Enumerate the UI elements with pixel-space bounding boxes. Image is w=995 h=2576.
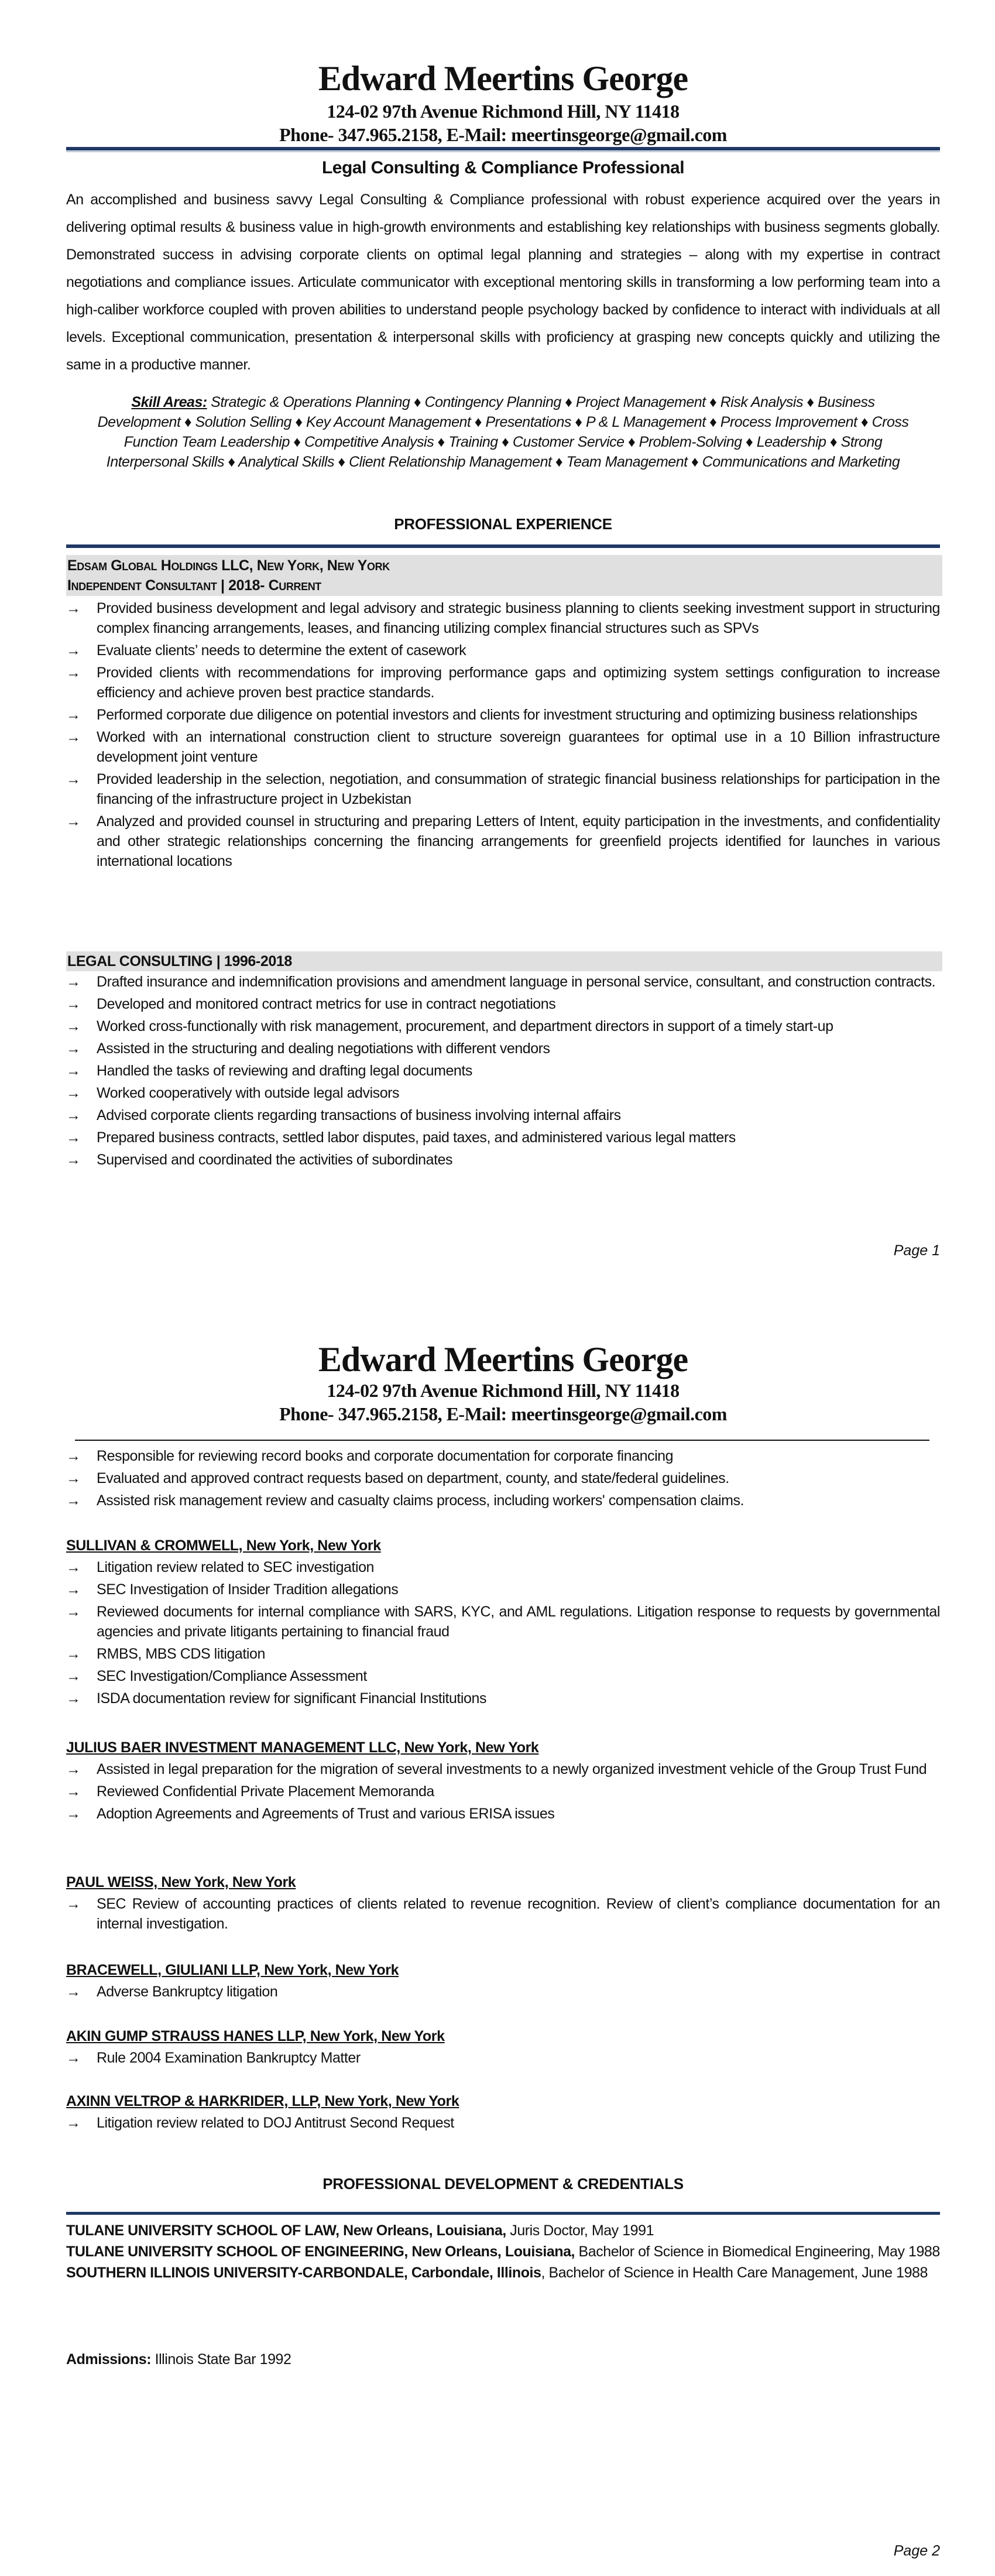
legal-consulting-header: LEGAL CONSULTING | 1996-2018 xyxy=(66,951,942,971)
arrow-bullet-icon: → xyxy=(66,1690,81,1707)
education-entry xyxy=(66,2241,940,2262)
arrow-bullet-icon: → xyxy=(66,2115,81,2131)
bullet-text: Evaluate clients’ needs to determine the extent of casework xyxy=(97,642,466,659)
arrow-bullet-icon: → xyxy=(66,1668,81,1684)
arrow-bullet-icon: → xyxy=(66,664,81,681)
bullet-item xyxy=(66,1083,940,1103)
arrow-bullet-icon: → xyxy=(66,1604,81,1620)
arrow-bullet-icon: → xyxy=(66,1063,81,1079)
bullet-text: Reviewed Confidential Private Placement Memoranda xyxy=(97,1783,434,1800)
address-p2: 124-02 97th Avenue Richmond Hill, NY 11418 xyxy=(327,1380,680,1401)
arrow-bullet-icon: → xyxy=(66,996,81,1012)
edsam-role: Independent Consultant | 2018- Current xyxy=(67,577,321,594)
bullet-text: Analyzed and provided counsel in structuring and preparing Letters of Intent, equity participation in the investments, and confidentiality and other strategic relationships concerning the financing arrangements for greenfield projects identified for launches in various international locations xyxy=(97,813,940,869)
arrow-bullet-icon: → xyxy=(66,1129,81,1146)
bullet-text: Assisted in the structuring and dealing negotiations with different vendors xyxy=(97,1040,550,1057)
bullet-item xyxy=(66,1894,940,1934)
bullet-text: Reviewed documents for internal compliance with SARS, KYC, and AML regulations. Litigation response to requests by governmental agencies and private litigants pertaining to financial fraud xyxy=(97,1604,940,1640)
edsam-header xyxy=(66,555,942,596)
bullet-item xyxy=(66,1468,940,1488)
bullet-text: Worked cooperatively with outside legal advisors xyxy=(97,1085,400,1101)
arrow-bullet-icon: → xyxy=(66,1761,81,1777)
bullet-text: SEC Review of accounting practices of clients related to revenue recognition. Review of client’s compliance documentation for an internal investigation. xyxy=(97,1896,940,1932)
arrow-bullet-icon: → xyxy=(66,707,81,723)
arrow-bullet-icon: → xyxy=(66,1040,81,1057)
arrow-bullet-icon: → xyxy=(66,1581,81,1598)
arrow-bullet-icon: → xyxy=(66,1984,81,2000)
arrow-bullet-icon: → xyxy=(66,729,81,745)
bullet-item xyxy=(66,811,940,871)
bullet-text: Responsible for reviewing record books and corporate documentation for corporate financing xyxy=(97,1448,674,1464)
firm-heading: BRACEWELL, GIULIANI LLP, New York, New York xyxy=(66,1962,399,1978)
arrow-bullet-icon: → xyxy=(66,1107,81,1123)
bullet-item xyxy=(66,1061,940,1081)
bullet-text: Assisted risk management review and casualty claims process, including workers' compensation claims. xyxy=(97,1492,744,1509)
experience-heading: PROFESSIONAL EXPERIENCE xyxy=(394,515,612,533)
bullet-text: Provided clients with recommendations for improving performance gaps and optimizing system settings configuration to increase efficiency and achieve proven best practice standards. xyxy=(97,664,940,701)
firm-heading: AXINN VELTROP & HARKRIDER, LLP, New York, New York xyxy=(66,2093,459,2109)
skill-areas-label: Skill Areas: xyxy=(131,394,207,410)
bullet-item xyxy=(66,1557,940,1577)
bullet-text: Advised corporate clients regarding transactions of business involving internal affairs xyxy=(97,1107,621,1123)
education-entry xyxy=(66,2262,940,2283)
credentials-rule xyxy=(66,2212,940,2215)
bullet-text: Adverse Bankruptcy litigation xyxy=(97,1984,278,2000)
bullet-item xyxy=(66,1150,940,1170)
firm-heading: PAUL WEISS, New York, New York xyxy=(66,1874,296,1890)
arrow-bullet-icon: → xyxy=(66,1806,81,1822)
bullet-item xyxy=(66,1804,940,1824)
arrow-bullet-icon: → xyxy=(66,813,81,830)
bullet-item xyxy=(66,705,940,725)
header-underline-p2 xyxy=(75,1440,929,1441)
bullet-text: SEC Investigation of Insider Tradition allegations xyxy=(97,1581,399,1598)
bullet-text: Prepared business contracts, settled labor disputes, paid taxes, and administered various legal matters xyxy=(97,1129,736,1146)
firm-bullets xyxy=(66,1759,940,1826)
bullet-item xyxy=(66,1580,940,1599)
firm-bullets xyxy=(66,1557,940,1711)
bullet-item xyxy=(66,2048,940,2068)
arrow-bullet-icon: → xyxy=(66,1896,81,1912)
bullet-text: Handled the tasks of reviewing and drafting legal documents xyxy=(97,1063,472,1079)
firm-heading: SULLIVAN & CROMWELL, New York, New York xyxy=(66,1537,381,1554)
bullet-item xyxy=(66,1688,940,1708)
firm-bullets xyxy=(66,1894,940,1936)
education-list xyxy=(66,2220,940,2283)
education-entry xyxy=(66,2220,940,2241)
arrow-bullet-icon: → xyxy=(66,1646,81,1662)
skill-areas-list: Strategic & Operations Planning ♦ Contingency Planning ♦ Project Management ♦ Risk Analysis ♦ Business Development ♦ Solution Selling ♦ Key Account Management ♦ Presentations ♦ P & L Management ♦ Process Improvement ♦ Cross Function Team Leadership ♦ Competitive Analysis ♦ Training ♦ Customer Service ♦ Problem-Solving ♦ Leadership ♦ Strong Interpersonal Skills ♦ Analytical Skills ♦ Client Relationship Management ♦ Team Management ♦ Communications and Marketing xyxy=(97,394,909,470)
professional-title: Legal Consulting & Compliance Professional xyxy=(321,158,685,177)
page-number-2: Page 2 xyxy=(893,2543,940,2559)
firm-heading: JULIUS BAER INVESTMENT MANAGEMENT LLC, New York, New York xyxy=(66,1739,539,1756)
bullet-text: Worked with an international construction client to structure sovereign guarantees for optimal use in a 10 Billion infrastructure development joint venture xyxy=(97,729,940,765)
bullet-item xyxy=(66,972,940,992)
arrow-bullet-icon: → xyxy=(66,642,81,659)
page-number-1: Page 1 xyxy=(893,1242,940,1259)
bullet-item xyxy=(66,1016,940,1036)
bullet-item xyxy=(66,2113,940,2133)
bullet-text: ISDA documentation review for significant Financial Institutions xyxy=(97,1690,486,1707)
bullet-item xyxy=(66,1759,940,1779)
edsam-bullets xyxy=(66,598,940,873)
firm-bullets xyxy=(66,2048,940,2070)
bullet-text: Assisted in legal preparation for the migration of several investments to a newly organized investment vehicle of the Group Trust Fund xyxy=(97,1761,927,1777)
summary: An accomplished and business savvy Legal Consulting & Compliance professional with robust experience acquired over the years in delivering optimal results & business value in high-growth environments and establishing key relationships with business segments globally. Demonstrated success in advising corporate clients on optimal legal planning and strategies – along with my expertise in contract negotiations and compliance issues. Articulate communicator with exceptional mentoring skills in transforming a low performing team into a high-caliber workforce coupled with proven abilities to understand people psychology backed by confidence to interact with individuals at all levels. Exceptional communication, presentation & interpersonal skills with proficiency at grasping new concepts quickly and utilizing the same in a productive manner. xyxy=(66,191,940,373)
experience-rule xyxy=(66,544,940,548)
firm-bullets xyxy=(66,2113,940,2135)
bullet-text: Developed and monitored contract metrics for use in contract negotiations xyxy=(97,996,556,1012)
bullet-item xyxy=(66,1982,940,2002)
legal-consulting-bullets-continued xyxy=(66,1446,940,1513)
bullet-text: Provided business development and legal advisory and strategic business planning to clients seeking investment support in structuring complex financing arrangements, leases, and financing utilizing complex financial structures such as SPVs xyxy=(97,600,940,636)
school: TULANE UNIVERSITY SCHOOL OF LAW, New Orleans, Louisiana, xyxy=(66,2222,506,2239)
arrow-bullet-icon: → xyxy=(66,1492,81,1509)
degree: Bachelor of Science in Biomedical Engineering, May 1988 xyxy=(575,2243,940,2260)
skill-areas xyxy=(66,392,940,472)
bullet-text: Worked cross-functionally with risk management, procurement, and department directors in support of a timely start-up xyxy=(97,1018,833,1034)
school: SOUTHERN ILLINOIS UNIVERSITY-CARBONDALE, Carbondale, Illinois xyxy=(66,2265,541,2281)
address: 124-02 97th Avenue Richmond Hill, NY 11418 xyxy=(327,101,680,122)
bullet-item xyxy=(66,769,940,809)
arrow-bullet-icon: → xyxy=(66,600,81,616)
admissions xyxy=(66,2349,940,2370)
header-rule xyxy=(66,147,940,150)
arrow-bullet-icon: → xyxy=(66,771,81,787)
school: TULANE UNIVERSITY SCHOOL OF ENGINEERING, New Orleans, Louisiana, xyxy=(66,2243,575,2260)
credentials-heading: PROFESSIONAL DEVELOPMENT & CREDENTIALS xyxy=(322,2175,684,2193)
degree: Juris Doctor, May 1991 xyxy=(506,2222,654,2239)
candidate-name-p2: Edward Meertins George xyxy=(318,1340,688,1379)
bullet-item xyxy=(66,1666,940,1686)
degree: , Bachelor of Science in Health Care Management, June 1988 xyxy=(541,2265,928,2281)
bullet-item xyxy=(66,1602,940,1642)
header-rule-light xyxy=(66,151,940,152)
arrow-bullet-icon: → xyxy=(66,1085,81,1101)
bullet-text: Rule 2004 Examination Bankruptcy Matter xyxy=(97,2050,361,2066)
legal-consulting-bullets xyxy=(66,972,940,1172)
bullet-item xyxy=(66,727,940,767)
contact-info-p2: Phone- 347.965.2158, E-Mail: meertinsgeorge@gmail.com xyxy=(279,1403,727,1424)
bullet-item xyxy=(66,598,940,638)
bullet-text: Litigation review related to SEC investigation xyxy=(97,1559,375,1575)
bullet-text: Drafted insurance and indemnification provisions and amendment language in personal service, consultant, and construction contracts. xyxy=(97,974,936,990)
candidate-name: Edward Meertins George xyxy=(318,59,688,98)
bullet-item xyxy=(66,1782,940,1801)
bullet-text: SEC Investigation/Compliance Assessment xyxy=(97,1668,367,1684)
bullet-item xyxy=(66,1644,940,1664)
arrow-bullet-icon: → xyxy=(66,1783,81,1800)
arrow-bullet-icon: → xyxy=(66,1152,81,1168)
arrow-bullet-icon: → xyxy=(66,974,81,990)
bullet-item xyxy=(66,1491,940,1510)
admissions-value: Illinois State Bar 1992 xyxy=(151,2351,291,2368)
bullet-text: Supervised and coordinated the activities of subordinates xyxy=(97,1152,453,1168)
bullet-text: Provided leadership in the selection, negotiation, and consummation of strategic financial business relationships for participation in the financing of the infrastructure project in Uzbekistan xyxy=(97,771,940,807)
bullet-item xyxy=(66,994,940,1014)
admissions-label: Admissions: xyxy=(66,2351,152,2368)
bullet-text: Performed corporate due diligence on potential investors and clients for investment structuring and optimizing business relationships xyxy=(97,707,918,723)
bullet-text: Adoption Agreements and Agreements of Trust and various ERISA issues xyxy=(97,1806,555,1822)
arrow-bullet-icon: → xyxy=(66,1448,81,1464)
arrow-bullet-icon: → xyxy=(66,1470,81,1486)
arrow-bullet-icon: → xyxy=(66,1559,81,1575)
bullet-item xyxy=(66,1039,940,1059)
bullet-item xyxy=(66,1446,940,1466)
bullet-item xyxy=(66,663,940,703)
edsam-company: Edsam Global Holdings LLC, New York, New York xyxy=(67,557,390,574)
contact-info: Phone- 347.965.2158, E-Mail: meertinsgeorge@gmail.com xyxy=(279,124,727,145)
bullet-text: RMBS, MBS CDS litigation xyxy=(97,1646,265,1662)
bullet-item xyxy=(66,1128,940,1147)
bullet-text: Evaluated and approved contract requests based on department, county, and state/federal guidelines. xyxy=(97,1470,729,1486)
bullet-text: Litigation review related to DOJ Antitrust Second Request xyxy=(97,2115,454,2131)
firm-heading: AKIN GUMP STRAUSS HANES LLP, New York, New York xyxy=(66,2028,445,2044)
firm-bullets xyxy=(66,1982,940,2004)
bullet-item xyxy=(66,1105,940,1125)
arrow-bullet-icon: → xyxy=(66,1018,81,1034)
arrow-bullet-icon: → xyxy=(66,2050,81,2066)
bullet-item xyxy=(66,640,940,660)
